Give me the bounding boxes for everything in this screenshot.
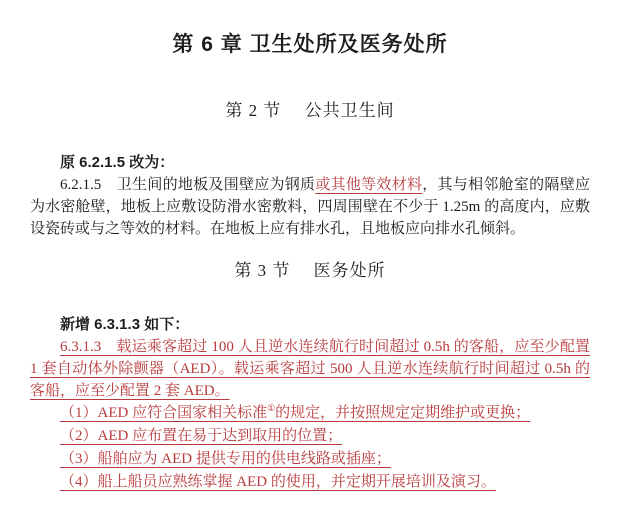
aed-item-2-text: （2）AED 应布置在易于达到取用的位置； <box>60 428 343 444</box>
paragraph-6215-text-after: ，其与相邻舱室的隔壁应为水密舱壁，地板上应敷设防滑水密敷料，四周围壁在不少于 1.25m 的高度内，应敷设瓷砖或与之等效的材料。在地板上应有排水孔，且地板应向排水孔倾斜。 <box>30 177 590 237</box>
aed-item-2 <box>30 425 590 448</box>
aed-item-4-text: （4）船上船员应熟练掌握 AED 的使用，并定期开展培训及演习。 <box>60 474 496 490</box>
section-2-title: 第 2 节 公共卫生间 <box>225 101 395 120</box>
paragraph-6313: 6.3.1.3 载运乘客超过 100 人且逆水连续航行时间超过 0.5h 的客船，应至少配置 1 套自动体外除颤器（AED）。载运乘客超过 500 人且逆水连续航行时间超过 0.5h 的客船，应至少配置 2 套 AED。 <box>30 339 590 399</box>
aed-item-3 <box>30 448 590 471</box>
footnote-marker-icon: ① <box>267 403 276 413</box>
aed-item-3-text: （3）船舶应为 AED 提供专用的供电线路或插座； <box>60 451 391 467</box>
aed-item-4 <box>30 471 590 494</box>
aed-item-1-text-after: 的规定，并按照规定定期维护或更换； <box>275 405 531 421</box>
aed-item-1 <box>30 402 590 425</box>
amendment-label-6215: 原 6.2.1.5 改为： <box>60 154 175 171</box>
chapter-title: 第 6 章 卫生处所及医务处所 <box>172 33 448 56</box>
aed-item-1-text: （1）AED 应符合国家相关标准 <box>60 405 268 421</box>
amendment-label-6313: 新增 6.3.1.3 如下： <box>60 316 190 333</box>
paragraph-6215 <box>30 174 590 240</box>
section-3-title: 第 3 节 医务处所 <box>234 261 386 280</box>
paragraph-6215-text-before: 6.2.1.5 卫生间的地板及围壁应为钢质 <box>60 177 316 193</box>
paragraph-6215-red-insertion: 或其他等效材料 <box>315 177 423 193</box>
